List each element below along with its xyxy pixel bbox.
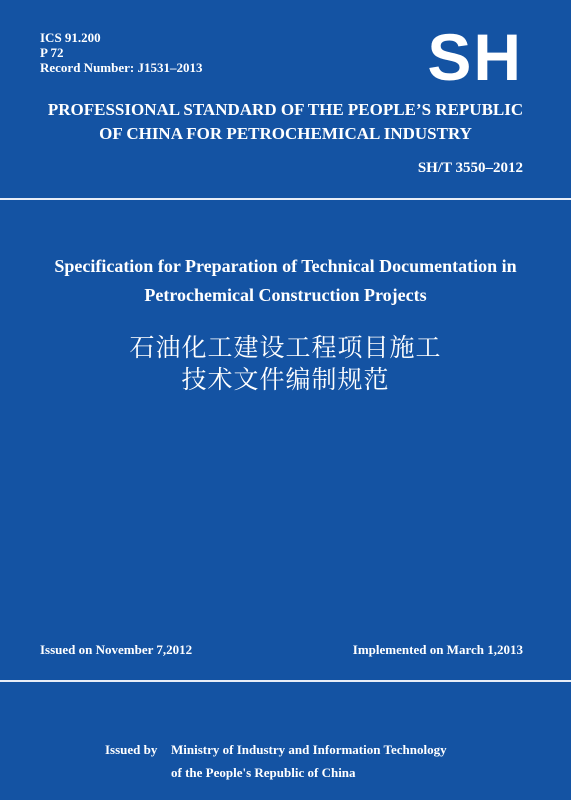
issued-date: Issued on November 7,2012 — [40, 642, 193, 657]
ics-code: ICS 91.200 — [40, 30, 101, 45]
top-divider — [0, 198, 571, 200]
standard-title — [0, 98, 571, 146]
issuer-label: Issued by — [105, 742, 158, 757]
implemented-date: Implemented on March 1,2013 — [352, 642, 523, 657]
standard-number: SH/T 3550–2012 — [417, 160, 523, 176]
classification-code: P 72 — [40, 45, 64, 60]
document-title-en-line-2: Petrochemical Construction Projects — [144, 285, 427, 305]
issuer-name-line-2: of the People's Republic of China — [171, 765, 356, 780]
issuer-block — [105, 738, 447, 784]
standard-title-line-2: OF CHINA FOR PETROCHEMICAL INDUSTRY — [99, 124, 472, 143]
standard-title-line-1: PROFESSIONAL STANDARD OF THE PEOPLE’S REPUBLIC — [47, 100, 524, 119]
issuer-name-line-1: Ministry of Industry and Information Technology — [171, 742, 447, 757]
standard-metadata — [40, 30, 202, 75]
issuer-spacer — [105, 761, 171, 784]
document-title-cn-line-1: 石油化工建设工程项目施工 — [129, 333, 442, 362]
document-title-english — [0, 252, 571, 310]
document-title-chinese — [0, 332, 571, 396]
document-title-en-line-1: Specification for Preparation of Technical Documentation in — [54, 256, 517, 276]
record-number: Record Number: J1531–2013 — [40, 60, 203, 75]
document-title-cn-line-2: 技术文件编制规范 — [181, 365, 390, 394]
sh-logo: SH — [427, 20, 523, 94]
bottom-divider — [0, 680, 571, 682]
